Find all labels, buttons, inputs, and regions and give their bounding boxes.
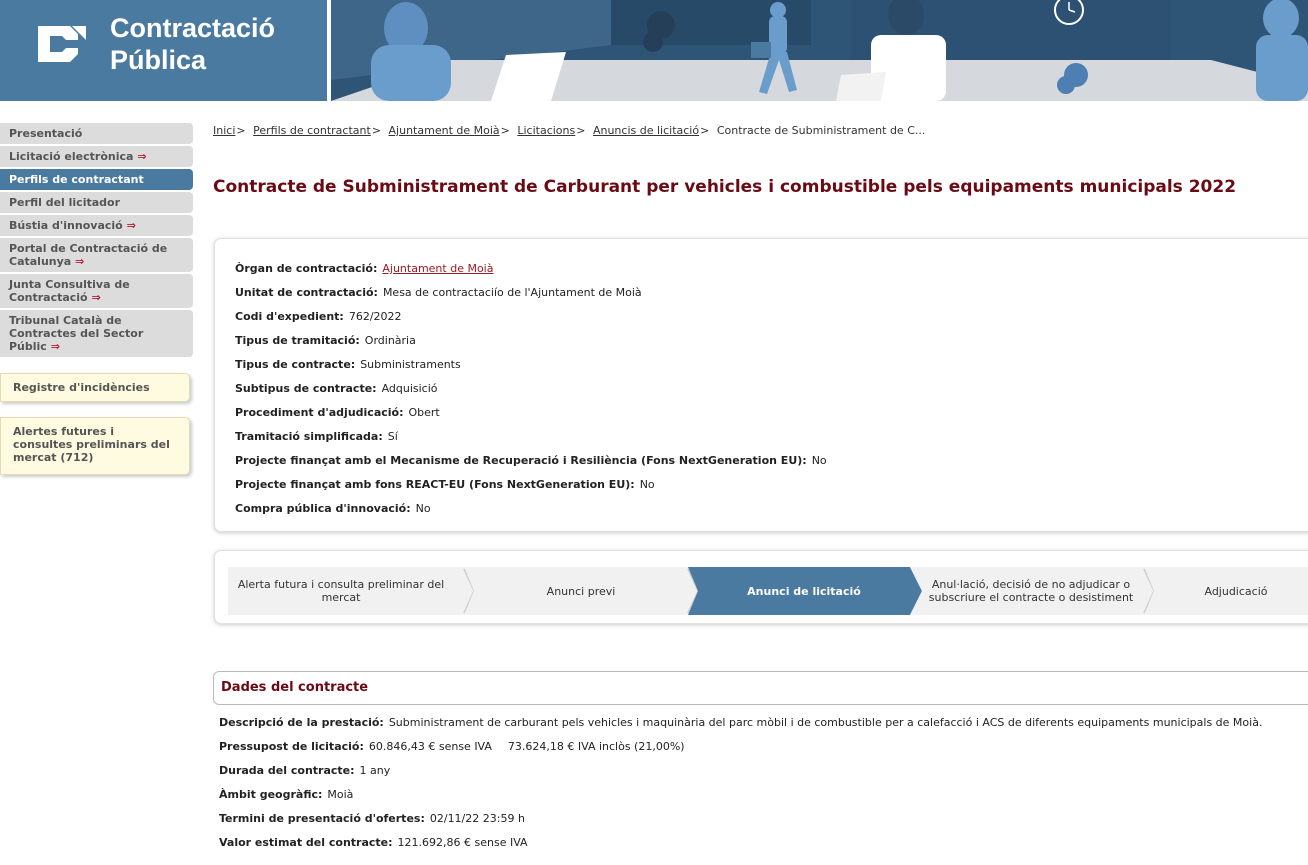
- breadcrumb-current: Contracte de Subministrament de C...: [716, 124, 926, 137]
- sidebar-item-label: Perfil del licitador: [9, 196, 121, 209]
- register-incidents-label: Registre d'incidències: [13, 381, 150, 394]
- breadcrumb-link-inici[interactable]: Inici: [213, 124, 236, 137]
- sidebar-item-perfils-contractant[interactable]: [0, 169, 193, 190]
- info-value: 762/2022: [348, 310, 402, 323]
- logo-text: [110, 12, 275, 76]
- info-value: No: [811, 454, 827, 467]
- breadcrumb-separator: >: [500, 124, 510, 137]
- info-row-codi: [235, 310, 827, 334]
- info-value: Mesa de contractaciío de l'Ajuntament de Moià: [382, 286, 642, 299]
- sidebar-item-label: Tribunal Català de Contractes del Sector Públic: [9, 314, 144, 353]
- market-alerts-label: Alertes futures i consultes preliminars del mercat (712): [13, 425, 170, 464]
- info-value: No: [639, 478, 655, 491]
- external-link-icon: ⇒: [50, 340, 60, 353]
- info-row-procediment: [235, 406, 827, 430]
- info-row-react-eu: [235, 478, 827, 502]
- data-value: Moià: [327, 788, 354, 801]
- step-adjudicacio[interactable]: [1154, 567, 1308, 615]
- step-label: Anul·lació, decisió de no adjudicar o subscriure el contracte o desistiment: [928, 578, 1134, 604]
- data-label: Termini de presentació d'ofertes:: [219, 812, 425, 825]
- contract-data-list: [219, 716, 1262, 860]
- breadcrumb-separator: >: [236, 124, 246, 137]
- market-alerts-link[interactable]: [0, 417, 190, 475]
- data-row-valor-estimat: [219, 836, 1262, 860]
- info-row-tipus: [235, 358, 827, 382]
- sidebar: [0, 123, 193, 475]
- sidebar-item-perfil-licitador[interactable]: [0, 192, 193, 213]
- data-row-termini: [219, 812, 1262, 836]
- contract-section-title: Dades del contracte: [221, 680, 369, 695]
- info-label: Tipus de contracte:: [235, 358, 356, 371]
- breadcrumb-link-ajuntament[interactable]: Ajuntament de Moià: [388, 124, 500, 137]
- step-anullacio[interactable]: [918, 567, 1144, 615]
- step-label: Adjudicació: [1204, 584, 1268, 598]
- breadcrumb-separator: >: [576, 124, 586, 137]
- data-row-durada: [219, 764, 1262, 788]
- sidebar-item-presentacio[interactable]: [0, 123, 193, 144]
- info-value: Obert: [408, 406, 440, 419]
- data-row-descripcio: [219, 716, 1262, 740]
- step-label: Anunci previ: [546, 584, 616, 598]
- sidebar-item-label: Portal de Contractació de Catalunya: [9, 242, 168, 268]
- site-header: [0, 0, 1308, 101]
- register-incidents-link[interactable]: [0, 373, 190, 402]
- step-anunci-previ[interactable]: [474, 567, 688, 615]
- site-logo[interactable]: [0, 0, 327, 101]
- sidebar-item-bustia-innovacio[interactable]: [0, 215, 193, 236]
- data-label: Valor estimat del contracte:: [219, 836, 393, 849]
- page-title: Contracte de Subministrament de Carburant per vehicles i combustible pels equipaments municipals 2022: [213, 177, 1237, 197]
- data-label: Descripció de la prestació:: [219, 716, 384, 729]
- data-label: Àmbit geogràfic:: [219, 788, 323, 801]
- info-value: Adquisició: [381, 382, 438, 395]
- organ-link[interactable]: Ajuntament de Moià: [382, 262, 494, 275]
- sidebar-item-tribunal-catala[interactable]: [0, 310, 193, 357]
- data-value: 02/11/22 23:59 h: [429, 812, 525, 825]
- data-label: Pressupost de licitació:: [219, 740, 364, 753]
- sidebar-item-label: Perfils de contractant: [9, 173, 144, 186]
- info-value: No: [415, 502, 431, 515]
- logo-line1: Contractació: [110, 13, 276, 43]
- breadcrumb-separator: >: [371, 124, 382, 137]
- external-link-icon: ⇒: [137, 150, 147, 163]
- info-label: Projecte finançat amb fons REACT-EU (Fons NextGeneration EU):: [235, 478, 635, 491]
- external-link-icon: ⇒: [75, 255, 85, 268]
- external-link-icon: ⇒: [91, 291, 101, 304]
- info-row-subtipus: [235, 382, 827, 406]
- breadcrumb: [213, 124, 925, 137]
- info-row-simplificada: [235, 430, 827, 454]
- info-label: Procediment d'adjudicació:: [235, 406, 404, 419]
- data-value: 1 any: [359, 764, 391, 777]
- step-alerta-futura[interactable]: [228, 567, 454, 615]
- tender-summary-panel: [214, 238, 1308, 532]
- info-row-unitat: [235, 286, 827, 310]
- info-label: Tipus de tramitació:: [235, 334, 360, 347]
- sidebar-item-portal-contractacio[interactable]: [0, 238, 193, 272]
- info-row-mrr: [235, 454, 827, 478]
- header-banner-illustration: [331, 0, 1308, 101]
- data-value: Subministrament de carburant pels vehicles i maquinària del parc mòbil i de combustible per a calefacció i ACS de diferents equipaments municipals de Moià.: [388, 716, 1263, 729]
- info-value: Sí: [387, 430, 398, 443]
- procedure-stepper: [214, 550, 1308, 624]
- sidebar-item-junta-consultiva[interactable]: [0, 274, 193, 308]
- info-label: Compra pública d'innovació:: [235, 502, 411, 515]
- sidebar-item-licitacio-electronica[interactable]: [0, 146, 193, 167]
- info-label: Tramitació simplificada:: [235, 430, 383, 443]
- data-value: 121.692,86 € sense IVA: [397, 836, 528, 849]
- sidebar-item-label: Junta Consultiva de Contractació: [9, 278, 130, 304]
- data-row-pressupost: [219, 740, 1262, 764]
- budget-net: 60.846,43 € sense IVA: [368, 740, 492, 753]
- info-row-innovacio: [235, 502, 827, 526]
- sidebar-item-label: Licitació electrònica: [9, 150, 134, 163]
- breadcrumb-link-licitacions[interactable]: Licitacions: [517, 124, 576, 137]
- contract-section-header: [213, 671, 1308, 705]
- budget-gross: 73.624,18 € IVA inclòs (21,00%): [507, 740, 685, 753]
- breadcrumb-link-perfils[interactable]: Perfils de contractant: [253, 124, 371, 137]
- step-label: Alerta futura i consulta preliminar del mercat: [237, 578, 445, 604]
- info-label: Codi d'expedient:: [235, 310, 344, 323]
- data-label: Durada del contracte:: [219, 764, 355, 777]
- info-label: Projecte finançat amb el Mecanisme de Recuperació i Resiliència (Fons NextGeneration EU):: [235, 454, 807, 467]
- info-value: Subministraments: [360, 358, 461, 371]
- external-link-icon: ⇒: [126, 219, 136, 232]
- info-row-organ: [235, 262, 827, 286]
- info-value: Ordinària: [364, 334, 416, 347]
- logo-mark-icon: [34, 22, 90, 66]
- sidebar-item-label: Bústia d'innovació: [9, 219, 123, 232]
- breadcrumb-separator: >: [700, 124, 710, 137]
- step-anunci-licitacio[interactable]: [698, 567, 910, 615]
- info-label: Subtipus de contracte:: [235, 382, 377, 395]
- info-label: Òrgan de contractació:: [235, 262, 378, 275]
- step-label: Anunci de licitació: [747, 584, 861, 598]
- info-label: Unitat de contractació:: [235, 286, 378, 299]
- sidebar-item-label: Presentació: [9, 127, 83, 140]
- data-row-ambit: [219, 788, 1262, 812]
- info-row-tramitacio: [235, 334, 827, 358]
- breadcrumb-link-anuncis[interactable]: Anuncis de licitació: [592, 124, 700, 137]
- logo-line2: Pública: [110, 45, 207, 75]
